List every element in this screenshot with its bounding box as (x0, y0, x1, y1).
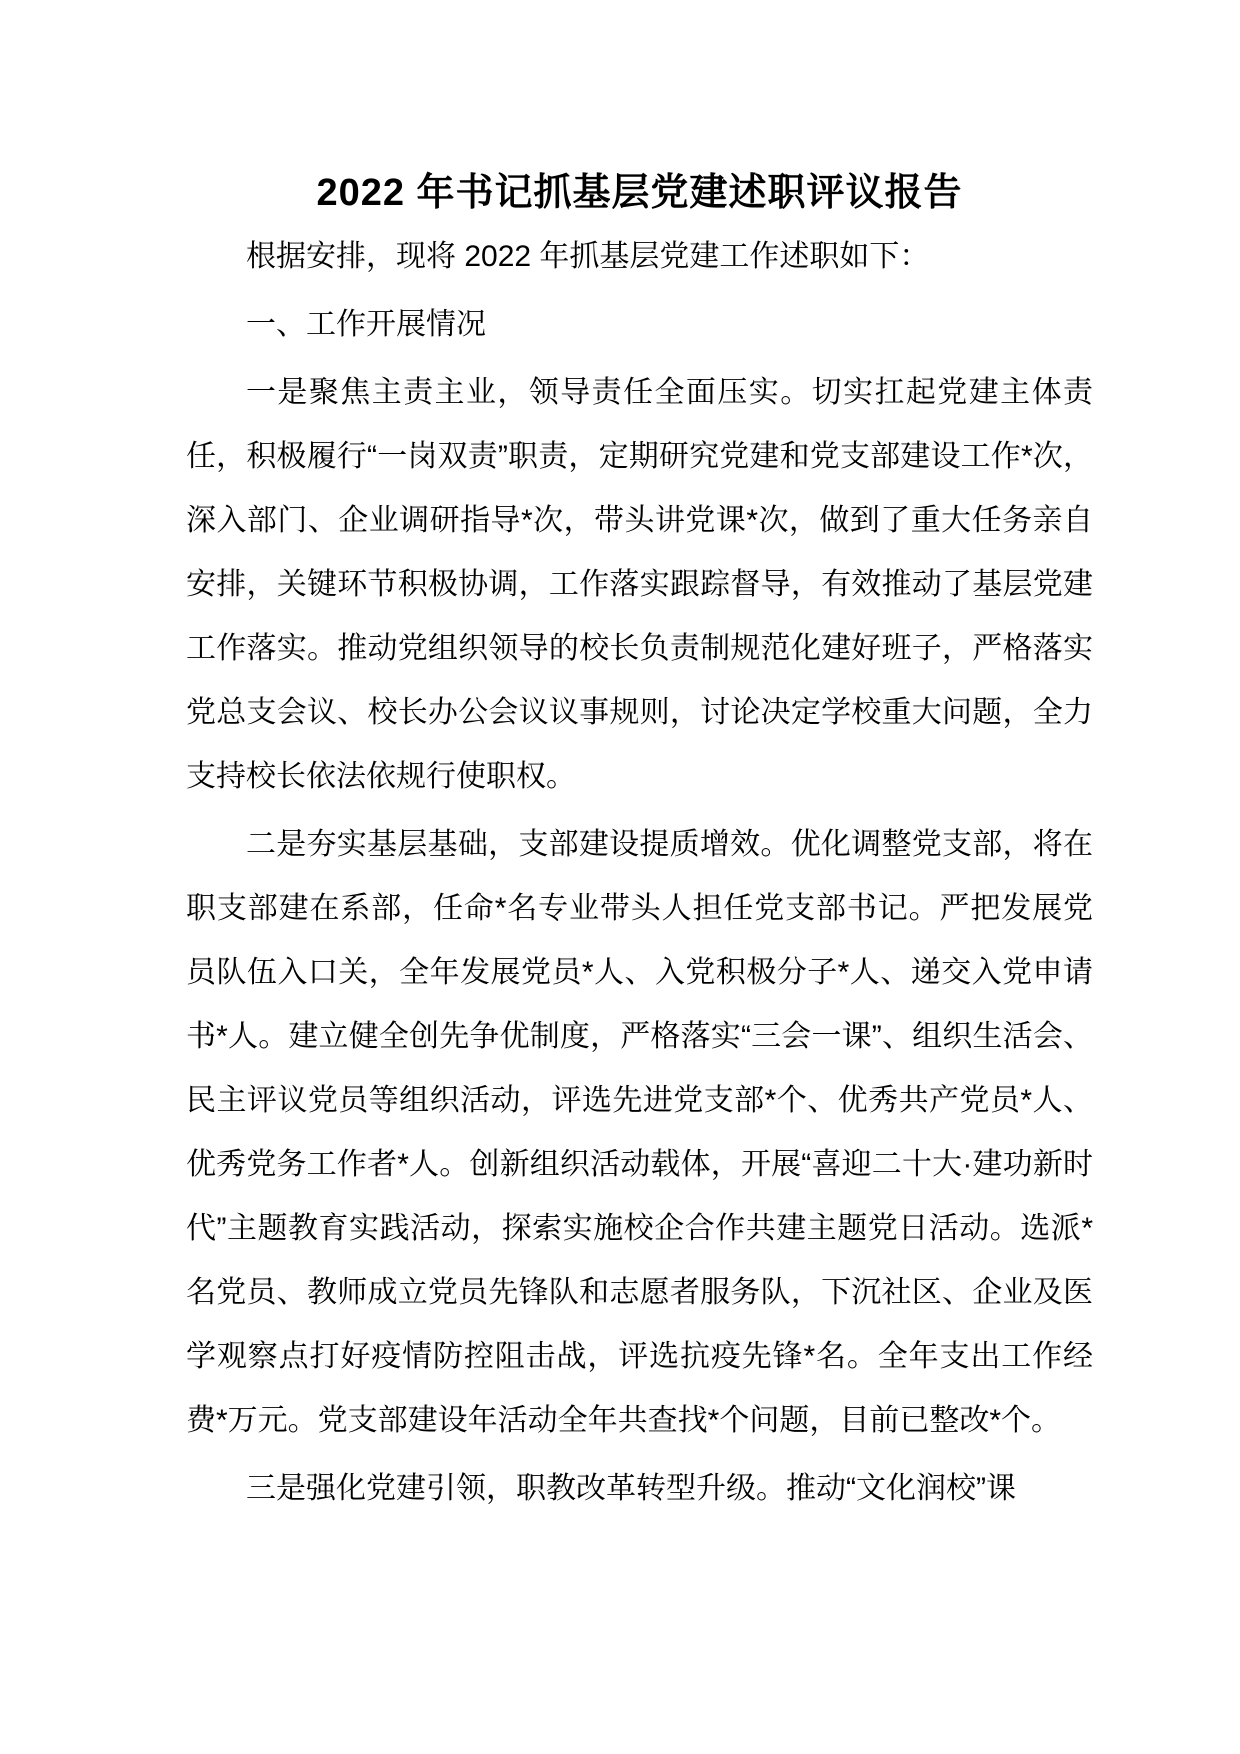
paragraph-intro: 根据安排，现将 2022 年抓基层党建工作述职如下： (246, 240, 930, 273)
paragraph-point-two: 二是夯实基层基础，支部建设提质增效。优化调整党支部，将在职支部建在系部，任命*名专业带头人担任党支部书记。严把发展党员队伍入口关，全年发展党员*人、入党积极分子*人、递交入党申请书*人。建立健全创先争优制度，严格落实“三会一课”、组织生活会、民主评议党员等组织活动，评选先进党支部*个、优秀共产党员*人、优秀党务工作者*人。创新组织活动载体，开展“喜迎二十大·建功新时代”主题教育实践活动，探索实施校企合作共建主题党日活动。选派*名党员、教师成立党员先锋队和志愿者服务队，下沉社区、企业及医学观察点打好疫情防控阻击战，评选抗疫先锋*名。全年支出工作经费*万元。党支部建设年活动全年共查找*个问题，目前已整改*个。 (186, 828, 1093, 1437)
section-heading-work-progress: 一、工作开展情况 (246, 308, 486, 341)
paragraph-point-three: 三是强化党建引领，职教改革转型升级。推动“文化润校”课 (246, 1472, 1016, 1505)
document-title: 2022 年书记抓基层党建述职评议报告 (316, 172, 963, 214)
paragraph-point-one: 一是聚焦主责主业，领导责任全面压实。切实扛起党建主体责任，积极履行“一岗双责”职责，定期研究党建和党支部建设工作*次，深入部门、企业调研指导*次，带头讲党课*次，做到了重大任务亲自安排，关键环节积极协调，工作落实跟踪督导，有效推动了基层党建工作落实。推动党组织领导的校长负责制规范化建好班子，严格落实党总支会议、校长办公会议议事规则，讨论决定学校重大问题，全力支持校长依法依规行使职权。 (186, 376, 1093, 793)
